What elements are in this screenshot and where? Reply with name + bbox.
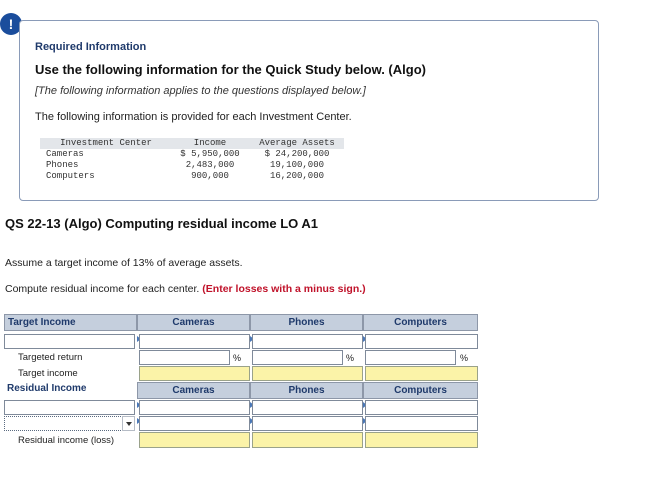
grid-header-target-income: Target Income: [4, 314, 137, 331]
cameras-targeted-return-input[interactable]: [139, 350, 230, 365]
phones-target-income-cell[interactable]: [252, 366, 363, 381]
row-label-targeted-return: Targeted return: [18, 352, 83, 363]
table-row: [40, 160, 344, 171]
investment-center-table: [40, 138, 344, 182]
percent-sign: %: [346, 353, 355, 363]
question-assumption: Assume a target income of 13% of average assets.: [5, 257, 243, 269]
computers-residual-income-cell[interactable]: [365, 432, 478, 448]
table-row: [40, 149, 344, 160]
row-label-residual-income: Residual income (loss): [18, 435, 115, 446]
phones-targeted-return-input[interactable]: [252, 350, 343, 365]
computers-target-income-cell[interactable]: [365, 366, 478, 381]
row-label-input-2[interactable]: [4, 400, 135, 415]
phones-input-1[interactable]: [252, 334, 363, 349]
percent-sign: %: [460, 353, 469, 363]
cameras-residual-income-cell[interactable]: [139, 432, 250, 448]
cell-center: Cameras: [46, 149, 84, 159]
cameras-target-income-cell[interactable]: [139, 366, 250, 381]
row-label-dropdown[interactable]: [4, 416, 135, 431]
cameras-input-1[interactable]: [139, 334, 250, 349]
cell-assets: 19,100,000: [269, 160, 324, 170]
computers-input-3[interactable]: [365, 416, 478, 431]
phones-residual-income-cell[interactable]: [252, 432, 363, 448]
percent-sign: %: [233, 353, 242, 363]
cameras-input-3[interactable]: [139, 416, 250, 431]
cameras-input-2[interactable]: [139, 400, 250, 415]
info-note: [The following information applies to the questions displayed below.]: [35, 85, 366, 97]
grid-header2-computers: Computers: [363, 382, 478, 399]
phones-input-3[interactable]: [252, 416, 363, 431]
table-row: [40, 171, 344, 182]
grid-header-computers: Computers: [363, 314, 478, 331]
question-title: QS 22-13 (Algo) Computing residual income LO A1: [5, 216, 319, 231]
required-info-panel: [19, 20, 599, 201]
phones-input-2[interactable]: [252, 400, 363, 415]
answer-grid: [4, 314, 478, 452]
col-header-center: Investment Center: [40, 138, 170, 149]
grid-header-phones: Phones: [250, 314, 363, 331]
grid-header-cameras: Cameras: [137, 314, 250, 331]
cell-income: 900,000: [191, 171, 229, 181]
question-instruction: [5, 283, 366, 295]
grid-header2-phones: Phones: [250, 382, 363, 399]
cell-assets: $ 24,200,000: [264, 149, 330, 159]
alert-icon: !: [0, 13, 22, 35]
computers-targeted-return-input[interactable]: [365, 350, 456, 365]
info-provided-line: The following information is provided for each Investment Center.: [35, 111, 352, 123]
cell-income: $ 5,950,000: [180, 149, 240, 159]
instruction-hint: (Enter losses with a minus sign.): [202, 283, 366, 295]
computers-input-2[interactable]: [365, 400, 478, 415]
required-info-heading: Required Information: [35, 41, 147, 53]
cell-assets: 16,200,000: [269, 171, 324, 181]
col-header-income: Income: [170, 138, 250, 149]
row-label-target-income: Target income: [18, 368, 78, 379]
grid-header-residual-income: Residual Income: [7, 383, 87, 394]
cell-income: 2,483,000: [185, 160, 235, 170]
computers-input-1[interactable]: [365, 334, 478, 349]
cell-center: Computers: [46, 171, 95, 181]
col-header-assets: Average Assets: [250, 138, 344, 149]
grid-header2-cameras: Cameras: [137, 382, 250, 399]
use-info-line: Use the following information for the Quick Study below. (Algo): [35, 62, 426, 77]
instruction-text: Compute residual income for each center.: [5, 283, 200, 295]
cell-center: Phones: [46, 160, 79, 170]
row-label-input-1[interactable]: [4, 334, 135, 349]
chevron-down-icon: [126, 422, 132, 426]
